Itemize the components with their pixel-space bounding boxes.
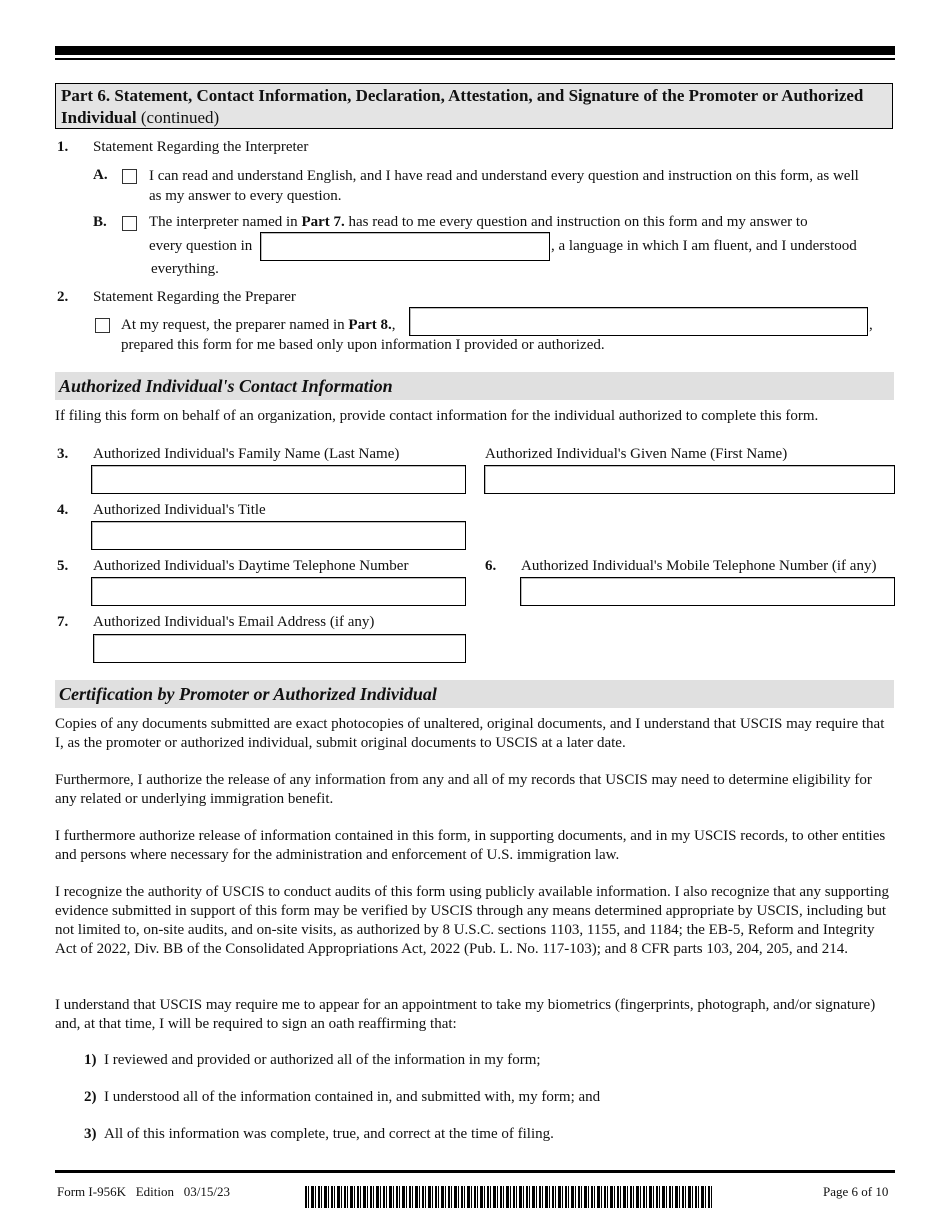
- daytime-phone-label: Authorized Individual's Daytime Telephone Number: [93, 558, 409, 574]
- top-rule-thin: [55, 58, 895, 60]
- oath-item-1-number: 1): [84, 1052, 97, 1068]
- item-1a-line-1: I can read and understand English, and I have read and understand every question and instruction on this form, as well: [149, 168, 859, 184]
- item-2-text-post: ,: [391, 317, 396, 333]
- certification-heading: Certification by Promoter or Authorized Individual: [55, 680, 894, 708]
- item-2-label: Statement Regarding the Preparer: [93, 289, 296, 305]
- item-1b-letter: B.: [93, 214, 107, 230]
- family-name-label: Authorized Individual's Family Name (Last Name): [93, 446, 400, 462]
- bottom-rule: [55, 1170, 895, 1173]
- item-2-line-1: [121, 317, 396, 334]
- mobile-phone-label: Authorized Individual's Mobile Telephone Number (if any): [521, 558, 877, 574]
- page-number: Page 6 of 10: [823, 1184, 889, 1199]
- field-6-number: 6.: [485, 558, 497, 574]
- mobile-phone-input[interactable]: [520, 577, 895, 606]
- item-2-number: 2.: [57, 289, 69, 305]
- part-6-header: [55, 83, 893, 129]
- given-name-label: Authorized Individual's Given Name (First Name): [485, 446, 788, 462]
- field-4-number: 4.: [57, 502, 69, 518]
- item-1b-line-2-post: , a language in which I am fluent, and I understood: [551, 238, 857, 254]
- email-input[interactable]: [93, 634, 466, 663]
- interpreter-language-field[interactable]: [260, 232, 550, 261]
- contact-info-heading: Authorized Individual's Contact Information: [55, 372, 894, 400]
- daytime-phone-input[interactable]: [91, 577, 466, 606]
- certification-paragraph-5: I understand that USCIS may require me to appear for an appointment to take my biometrics (fingerprints, photograph, and/or signature) and, at that time, I will be required to sign an oath reaffirming that:: [55, 997, 876, 1032]
- given-name-input[interactable]: [484, 465, 895, 494]
- item-2-text-pre: At my request, the preparer named in: [121, 317, 349, 333]
- top-rule-thick: [55, 46, 895, 55]
- part-6-title-suffix: (continued): [136, 108, 220, 127]
- certification-paragraph-2: Furthermore, I authorize the release of any information from any and all of my records that USCIS may need to determine eligibility for any related or underlying immigration benefit.: [55, 772, 872, 807]
- part-6-title: Part 6. Statement, Contact Information, Declaration, Attestation, and Signature of the Promoter or Authorized Individual: [61, 86, 864, 127]
- title-label: Authorized Individual's Title: [93, 502, 266, 518]
- item-1b-line-3: everything.: [151, 261, 219, 277]
- preparer-name-field[interactable]: [409, 307, 868, 336]
- item-1b-text-pre: The interpreter named in: [149, 214, 302, 230]
- field-7-number: 7.: [57, 614, 69, 630]
- certification-paragraph-4: I recognize the authority of USCIS to conduct audits of this form using publicly available information. I also recognize that any supporting evidence submitted in support of this form may be verified by USCIS through any means determined appropriate by USCIS, including but not limited to, on-site audits, and on-site visits, as authorized by 8 U.S.C. sections 1103, 1155, and 1184; the EB-5, Reform and Integrity Act of 2022, Div. BB of the Consolidated Appropriations Act, 2022 (Pub. L. No. 117-103); and 8 CFR parts 103, 204, 205, and 214.: [55, 884, 889, 957]
- oath-item-2-number: 2): [84, 1089, 97, 1105]
- form-edition-label: Form I-956K Edition 03/15/23: [57, 1184, 230, 1199]
- item-2-checkbox[interactable]: [95, 318, 110, 333]
- item-1b-line-2-pre: every question in: [149, 238, 253, 254]
- item-2-trailing-comma: ,: [869, 317, 873, 333]
- item-1a-letter: A.: [93, 167, 108, 183]
- oath-item-3-number: 3): [84, 1126, 97, 1142]
- email-label: Authorized Individual's Email Address (if any): [93, 614, 375, 630]
- item-1b-text-post: has read to me every question and instruction on this form and my answer to: [344, 214, 808, 230]
- field-3-number: 3.: [57, 446, 69, 462]
- item-1-number: 1.: [57, 139, 69, 155]
- barcode-image: [305, 1186, 713, 1208]
- contact-info-intro: If filing this form on behalf of an organization, provide contact information for the individual authorized to complete this form.: [55, 408, 819, 424]
- certification-paragraph-3: I furthermore authorize release of information contained in this form, in supporting documents, and in my USCIS records, to other entities and persons where necessary for the administration and enforcement of U.S. immigration law.: [55, 828, 886, 863]
- oath-item-2-text: I understood all of the information contained in, and submitted with, my form; and: [104, 1089, 601, 1105]
- item-1a-text: [149, 166, 859, 206]
- certification-paragraph-1: Copies of any documents submitted are exact photocopies of unaltered, original documents, and I understand that USCIS may require that I, as the promoter or authorized individual, submit original documents to USCIS at a later date.: [55, 716, 885, 751]
- title-input[interactable]: [91, 521, 466, 550]
- family-name-input[interactable]: [91, 465, 466, 494]
- item-1a-line-2: as my answer to every question.: [149, 188, 342, 204]
- item-2-line-2: prepared this form for me based only upon information I provided or authorized.: [121, 337, 605, 353]
- item-1b-part-ref: Part 7.: [301, 214, 345, 230]
- oath-item-3-text: All of this information was complete, true, and correct at the time of filing.: [104, 1126, 554, 1142]
- field-5-number: 5.: [57, 558, 69, 574]
- item-1-label: Statement Regarding the Interpreter: [93, 139, 309, 155]
- item-1a-checkbox[interactable]: [122, 169, 137, 184]
- item-1b-line-1: [149, 214, 808, 231]
- item-1b-checkbox[interactable]: [122, 216, 137, 231]
- item-2-part-ref: Part 8.: [348, 317, 392, 333]
- oath-item-1-text: I reviewed and provided or authorized all of the information in my form;: [104, 1052, 541, 1068]
